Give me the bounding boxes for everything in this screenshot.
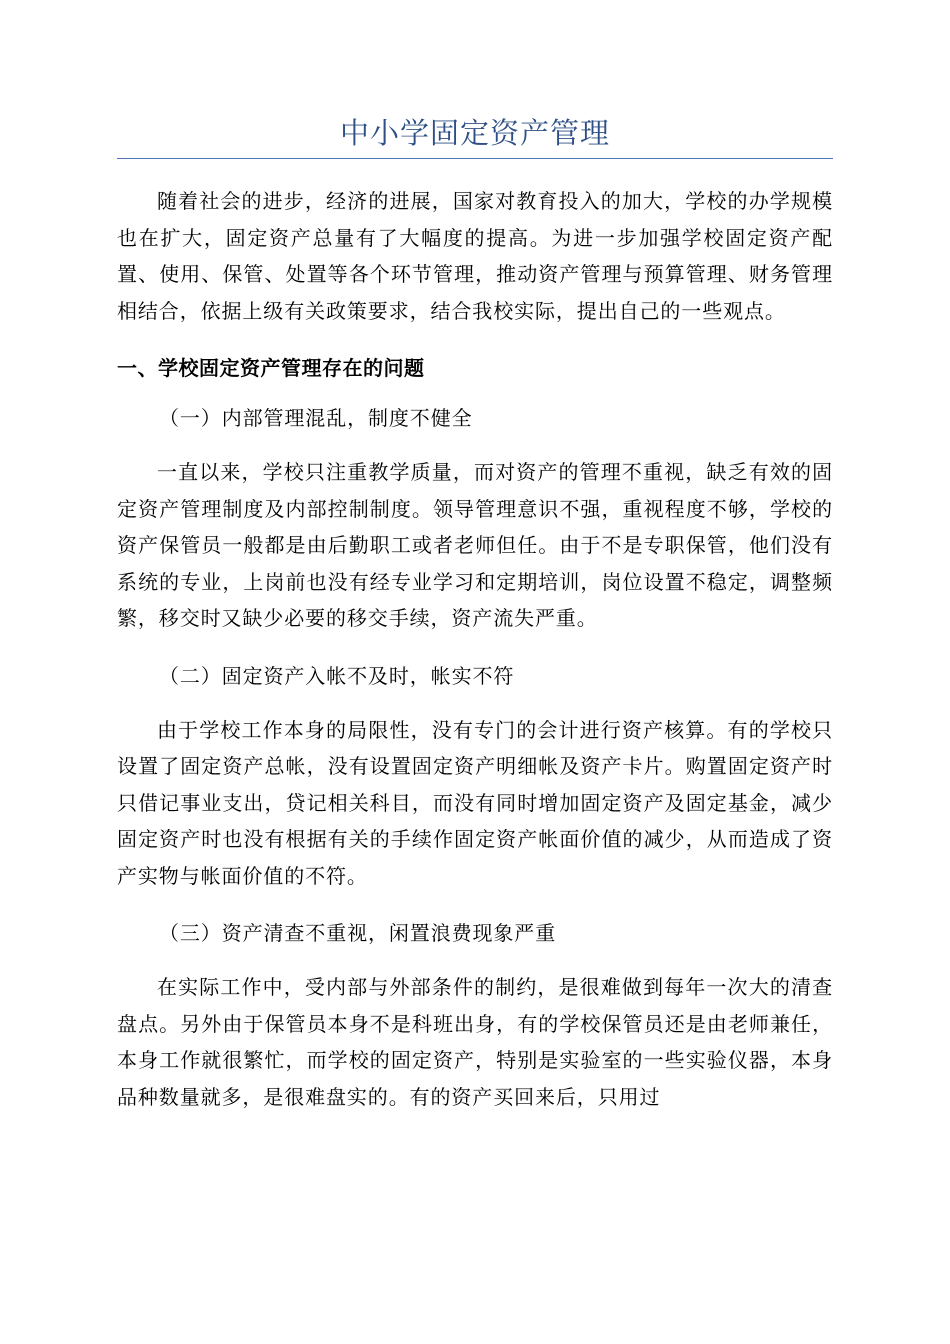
subsection-heading-1: （一）内部管理混乱，制度不健全	[159, 406, 473, 430]
section-heading-1: 一、学校固定资产管理存在的问题	[117, 356, 425, 380]
subsection-paragraph-1: 一直以来，学校只注重教学质量，而对资产的管理不重视，缺乏有效的固定资产管理制度及内部控制制度。领导管理意识不强，重视程度不够，学校的资产保管员一般都是由后勤职工或者老师但任。由于不是专职保管，他们没有系统的专业，上岗前也没有经专业学习和定期培训，岗位设置不稳定，调整频繁，移交时又缺少必要的移交手续，资产流失严重。	[117, 460, 833, 630]
document-body	[117, 183, 833, 1115]
subsection-heading-2: （二）固定资产入帐不及时，帐实不符	[159, 663, 515, 688]
subsection-heading-3: （三）资产清查不重视，闲置浪费现象严重	[159, 921, 557, 945]
subsection-paragraph-3: 在实际工作中，受内部与外部条件的制约，是很难做到每年一次大的清查盘点。另外由于保管员本身不是科班出身，有的学校保管员还是由老师兼任，本身工作就很繁忙，而学校的固定资产，特别是实验室的一些实验仪器，本身品种数量就多，是很难盘实的。有的资产买回来后，只用过	[117, 975, 833, 1109]
subsection-paragraph-2: 由于学校工作本身的局限性，没有专门的会计进行资产核算。有的学校只设置了固定资产总帐，没有设置固定资产明细帐及资产卡片。购置固定资产时只借记事业支出，贷记相关科目，而没有同时增加固定资产及固定基金，减少固定资产时也没有根据有关的手续作固定资产帐面价值的减少，从而造成了资产实物与帐面价值的不符。	[117, 717, 833, 888]
page-title: 中小学固定资产管理	[339, 116, 610, 150]
title-divider	[117, 158, 833, 159]
intro-paragraph: 随着社会的进步，经济的进展，国家对教育投入的加大，学校的办学规模也在扩大，固定资产总量有了大幅度的提高。为进一步加强学校固定资产配置、使用、保管、处置等各个环节管理，推动资产管理与预算管理、财务管理相结合，依据上级有关政策要求，结合我校实际，提出自己的一些观点。	[117, 189, 833, 323]
